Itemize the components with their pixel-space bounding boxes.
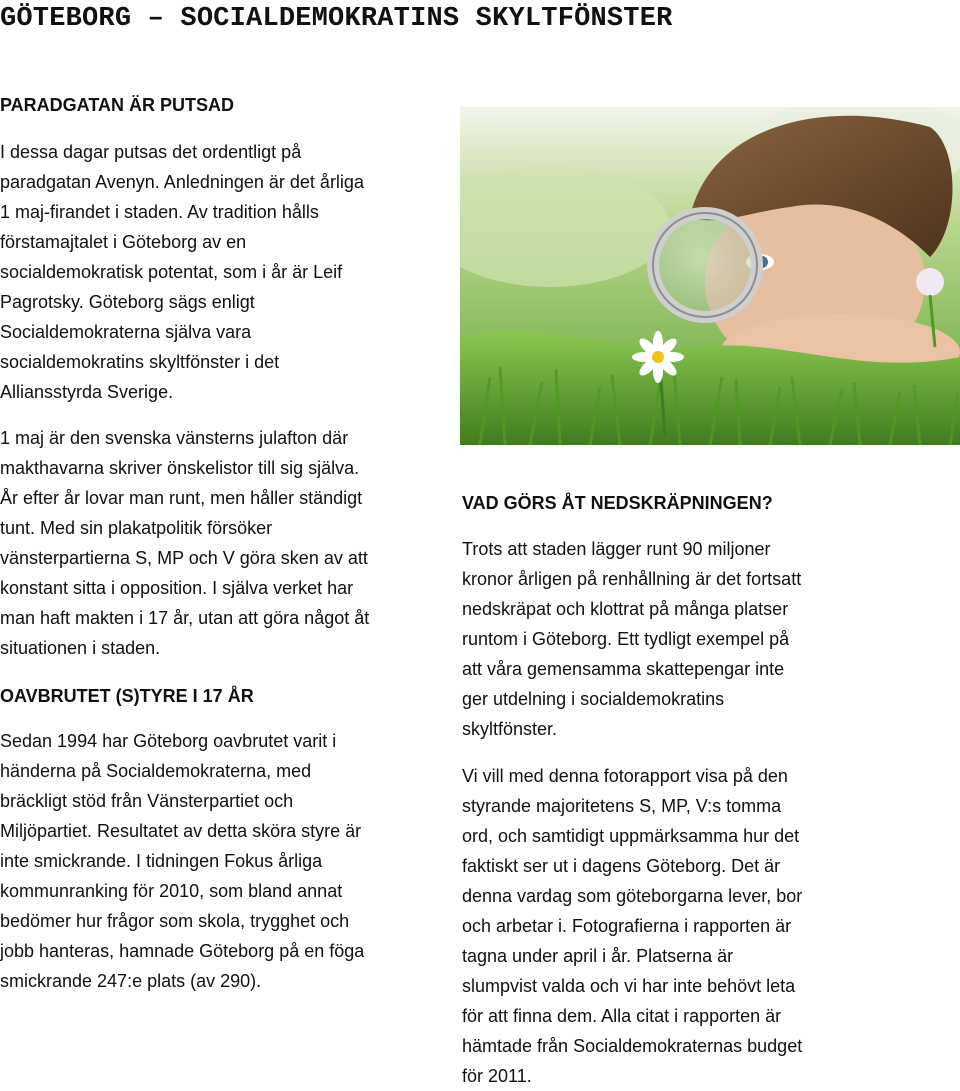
page-title: GÖTEBORG – SOCIALDEMOKRATINS SKYLTFÖNSTER xyxy=(0,4,673,34)
section-heading-styre: OAVBRUTET (S)TYRE I 17 ÅR xyxy=(0,686,254,706)
text-line: socialdemokratisk potentat, som i år är Leif xyxy=(0,262,343,282)
paragraph-paradgatan-2 xyxy=(0,423,369,663)
text-line: styrande majoritetens S, MP, V:s tomma xyxy=(462,796,782,816)
text-line: Alliansstyrda Sverige. xyxy=(0,382,174,402)
text-line: denna vardag som göteborgarna lever, bor xyxy=(462,886,803,906)
text-line: tagna under april i år. Platserna är xyxy=(462,946,734,966)
paragraph-nedskrapning-2 xyxy=(462,761,802,1091)
text-line: paradgatan Avenyn. Anledningen är det årliga xyxy=(0,172,364,192)
text-line: makthavarna skriver önskelistor till sig själva. xyxy=(0,458,360,478)
text-line: händerna på Socialdemokraterna, med xyxy=(0,761,312,781)
paragraph-nedskrapning-1 xyxy=(462,534,801,744)
text-line: ger utdelning i socialdemokratins xyxy=(462,689,725,709)
text-line: inte smickrande. I tidningen Fokus årliga xyxy=(0,851,323,871)
text-line: att våra gemensamma skattepengar inte xyxy=(462,659,785,679)
text-line: Sedan 1994 har Göteborg oavbrutet varit i xyxy=(0,731,337,751)
text-line: och arbetar i. Fotografierna i rapporten är xyxy=(462,916,792,936)
text-line: för 2011. xyxy=(462,1066,532,1086)
text-line: År efter år lovar man runt, men håller ständigt xyxy=(0,488,363,508)
text-line: faktiskt ser ut i dagens Göteborg. Det är xyxy=(462,856,781,876)
text-line: Socialdemokraterna själva vara xyxy=(0,322,252,342)
text-line: förstamajtalet i Göteborg av en xyxy=(0,232,247,252)
section-heading-paradgatan: PARADGATAN ÄR PUTSAD xyxy=(0,95,234,115)
text-line: Vi vill med denna fotorapport visa på den xyxy=(462,766,788,786)
text-line: Trots att staden lägger runt 90 miljoner xyxy=(462,539,771,559)
text-line: skyltfönster. xyxy=(462,719,558,739)
section-heading-nedskrapning: VAD GÖRS ÅT NEDSKRÄPNINGEN? xyxy=(462,493,773,513)
text-line: socialdemokratins skyltfönster i det xyxy=(0,352,280,372)
text-line: kronor årligen på renhållning är det fortsatt xyxy=(462,569,802,589)
text-line: ord, och samtidigt uppmärksamma hur det xyxy=(462,826,800,846)
text-line: 1 maj är den svenska vänsterns julafton där xyxy=(0,428,349,448)
text-line: nedskräpat och klottrat på många platser xyxy=(462,599,789,619)
text-line: bräckligt stöd från Vänsterpartiet och xyxy=(0,791,294,811)
text-line: tunt. Med sin plakatpolitik försöker xyxy=(0,518,273,538)
text-line: slumpvist valda och vi har inte behövt leta xyxy=(462,976,796,996)
text-line: I dessa dagar putsas det ordentligt på xyxy=(0,142,302,162)
text-line: man haft makten i 17 år, utan att göra något åt xyxy=(0,608,370,628)
text-line: smickrande 247:e plats (av 290). xyxy=(0,971,262,991)
text-line: jobb hanteras, hamnade Göteborg på en föga xyxy=(0,941,365,961)
boy-with-magnifying-glass-photo xyxy=(460,107,960,445)
text-line: hämtade från Socialdemokraternas budget xyxy=(462,1036,803,1056)
text-line: situationen i staden. xyxy=(0,638,161,658)
paragraph-paradgatan-1 xyxy=(0,137,364,407)
photo-illustration xyxy=(460,107,960,445)
paragraph-styre xyxy=(0,726,364,996)
text-line: Pagrotsky. Göteborg sägs enligt xyxy=(0,292,255,312)
text-line: kommunranking för 2010, som bland annat xyxy=(0,881,343,901)
text-line: vänsterpartierna S, MP och V göra sken av att xyxy=(0,548,368,568)
text-line: för att finna dem. Alla citat i rapporten är xyxy=(462,1006,782,1026)
text-line: 1 maj-firandet i staden. Av tradition hålls xyxy=(0,202,319,222)
text-line: runtom i Göteborg. Ett tydligt exempel på xyxy=(462,629,790,649)
text-line: bedömer hur frågor som skola, trygghet och xyxy=(0,911,350,931)
text-line: Miljöpartiet. Resultatet av detta sköra styre är xyxy=(0,821,362,841)
text-line: konstant sitta i opposition. I själva verket har xyxy=(0,578,354,598)
